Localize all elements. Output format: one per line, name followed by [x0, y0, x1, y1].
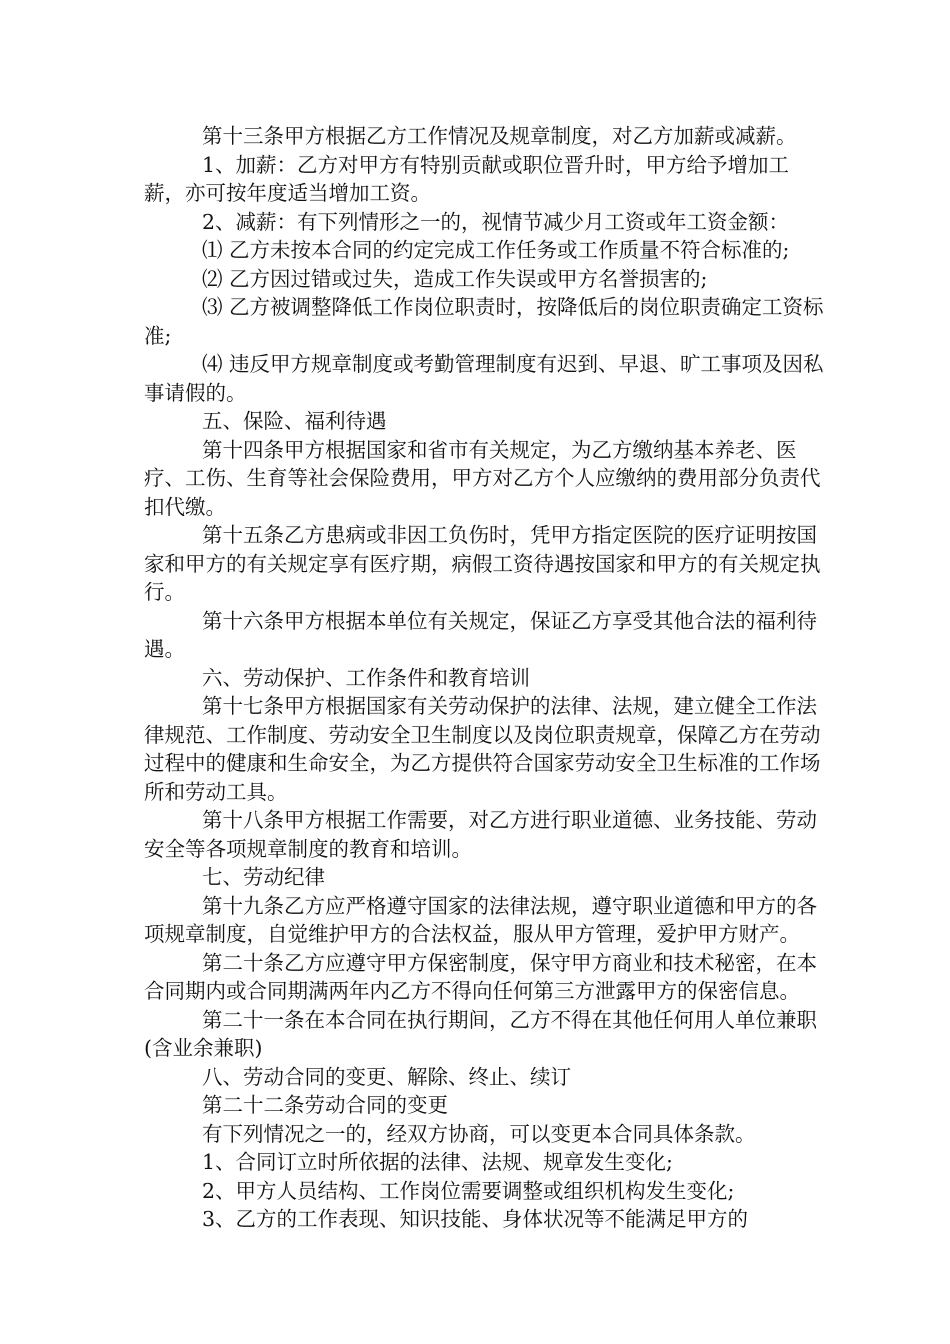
- paragraph-article-22: 第二十二条劳动合同的变更: [202, 1093, 448, 1117]
- paragraph-change-item-2: 2、甲方人员结构、工作岗位需要调整或组织机构发生变化;: [202, 1178, 735, 1203]
- paragraph-change-item-1: 1、合同订立时所依据的法律、法规、规章发生变化;: [202, 1150, 673, 1174]
- paragraph-reduce-item-3: ⑶ 乙方被调整降低工作岗位职责时，按降低后的岗位职责确定工资标准;: [144, 295, 824, 348]
- paragraph-article-17: 第十七条甲方根据国家有关劳动保护的法律、法规，建立健全工作法律规范、工作制度、劳动安全卫生制度以及岗位职责规章，保障乙方在劳动过程中的健康和生命安全，为乙方提供符合国家劳动安全卫生标准的工作场所和劳动工具。: [144, 694, 821, 804]
- section-heading-7: 七、劳动纪律: [202, 865, 325, 889]
- section-heading-5: 五、保险、福利待遇: [202, 409, 387, 433]
- paragraph-article-18: 第十八条甲方根据工作需要，对乙方进行职业道德、业务技能、劳动安全等各项规章制度的教育和培训。: [144, 808, 817, 861]
- paragraph-article-19: 第十九条乙方应严格遵守国家的法律法规，遵守职业道德和甲方的各项规章制度，自觉维护甲方的合法权益，服从甲方管理，爱护甲方财产。: [144, 893, 817, 946]
- paragraph-article-14: 第十四条甲方根据国家和省市有关规定，为乙方缴纳基本养老、医疗、工伤、生育等社会保险费用，甲方对乙方个人应缴纳的费用部分负责代扣代缴。: [144, 437, 821, 519]
- paragraph-change-item-3: 3、乙方的工作表现、知识技能、身体状况等不能满足甲方的: [202, 1207, 749, 1231]
- paragraph-reduce-item-2: ⑵ 乙方因过错或过失，造成工作失误或甲方名誉损害的;: [202, 266, 708, 291]
- paragraph-article-20: 第二十条乙方应遵守甲方保密制度，保守甲方商业和技术秘密，在本合同期内或合同期满两年内乙方不得向任何第三方泄露甲方的保密信息。: [144, 950, 817, 1003]
- document-body: [144, 122, 824, 1234]
- paragraph-change-conditions: 有下列情况之一的，经双方协商，可以变更本合同具体条款。: [202, 1121, 756, 1146]
- paragraph-reduce-item-4: ⑷ 违反甲方规章制度或考勤管理制度有迟到、早退、旷工事项及因私事请假的。: [144, 352, 824, 405]
- paragraph-article-13: 第十三条甲方根据乙方工作情况及规章制度，对乙方加薪或减薪。: [202, 124, 797, 148]
- paragraph-reduce-item-1: ⑴ 乙方未按本合同的约定完成工作任务或工作质量不符合标准的;: [202, 238, 790, 262]
- section-heading-8: 八、劳动合同的变更、解除、终止、续订: [202, 1064, 571, 1089]
- paragraph-article-16: 第十六条甲方根据本单位有关规定，保证乙方享受其他合法的福利待遇。: [144, 608, 817, 661]
- paragraph-article-21: 第二十一条在本合同在执行期间，乙方不得在其他任何用人单位兼职(含业余兼职): [144, 1007, 817, 1060]
- paragraph-article-15: 第十五条乙方患病或非因工负伤时，凭甲方指定医院的医疗证明按国家和甲方的有关规定享有医疗期，病假工资待遇按国家和甲方的有关规定执行。: [144, 523, 821, 604]
- paragraph-reduce: 2、减薪：有下列情形之一的，视情节减少月工资或年工资金额：: [202, 209, 790, 234]
- section-heading-6: 六、劳动保护、工作条件和教育培训: [202, 665, 530, 690]
- paragraph-raise: 1、加薪：乙方对甲方有特别贡献或职位晋升时，甲方给予增加工薪，亦可按年度适当增加工资。: [144, 152, 790, 205]
